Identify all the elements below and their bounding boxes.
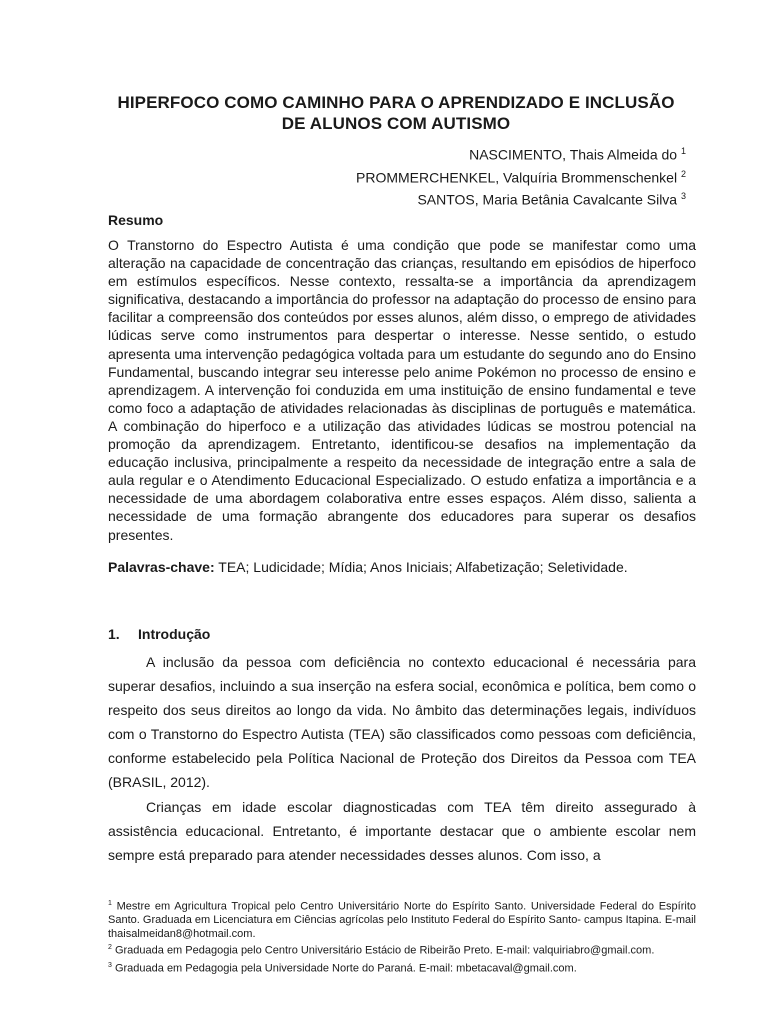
title-line-1: HIPERFOCO COMO CAMINHO PARA O APRENDIZADO E INCLUSÃO [117, 93, 675, 112]
abstract-heading: Resumo [108, 212, 164, 228]
keywords [108, 558, 708, 576]
author-footnote-mark: 1 [680, 146, 686, 156]
footnote-1 [108, 897, 696, 941]
author-name: SANTOS, Maria Betânia Cavalcante Silva [417, 191, 678, 208]
section-title: Introdução [138, 626, 211, 642]
footnote-text: Graduada em Pedagogia pela Universidade Norte do Paraná. E-mail: mbetacaval@gmail.com. [111, 962, 577, 975]
footnotes [108, 897, 696, 976]
keywords-label: Palavras-chave: [108, 559, 215, 575]
paper-title [96, 92, 696, 134]
title-line-2: DE ALUNOS COM AUTISMO [281, 114, 511, 133]
abstract-text: O Transtorno do Espectro Autista é uma condição que pode se manifestar como uma alteração na capacidade de concentração das crianças, resultando em episódios de hiperfoco em estímulos específicos. Nesse contexto, ressalta-se a importância da aprendizagem significativa, destacando a importância do professor na adaptação do processo de ensino para facilitar a compreensão dos conteúdos por esses alunos, além disso, o emprego de atividades lúdicas serve como instrumentos para despertar o interesse. Nesse sentido, o estudo apresenta uma intervenção pedagógica voltada para um estudante do segundo ano do Ensino Fundamental, buscando integrar seu interesse pelo anime Pokémon no processo de ensino e aprendizagem. A intervenção foi conduzida em uma instituição de ensino fundamental e teve como foco a adaptação de atividades relacionadas às disciplinas de português e matemática. A combinação do hiperfoco e a utilização das atividades lúdicas se mostrou potencial na promoção da aprendizagem. Entretanto, identificou-se desafios na implementação da educação inclusiva, principalmente a respeito da necessidade de integração entre a sala de aula regular e o Atendimento Educacional Especializado. O estudo enfatiza a importância e a necessidade de uma abordagem colaborativa entre esses espaços. Além disso, salienta a necessidade de uma formação abrangente dos educadores para superar os desafios presentes. [108, 237, 696, 543]
author-footnote-mark: 2 [680, 168, 686, 179]
introduction-heading [108, 626, 210, 643]
footnote-mark: 3 [108, 961, 112, 969]
keywords-text: TEA; Ludicidade; Mídia; Anos Iniciais; Alfabetização; Seletividade. [214, 559, 628, 575]
footnote-text: Mestre em Agricultura Tropical pelo Centro Universitário Norte do Espírito Santo. Universidade Federal do Espírito Santo. Graduada em Licenciatura em Ciências agrícolas pelo Instituto Federal do Espírito Santo- campus Itapina. E-mail thaisalmeidan8@hotmail.com. [108, 900, 696, 940]
author-name: PROMMERCHENKEL, Valquíria Brommenschenkel [356, 169, 678, 186]
intro-paragraph-2: Crianças em idade escolar diagnosticadas com TEA têm direito assegurado à assistência educacional. Entretanto, é importante destacar que o ambiente escolar nem sempre está preparado para atender necessidades desses alunos. Com isso, a [108, 799, 696, 864]
author-2 [356, 165, 686, 188]
footnote-mark: 1 [108, 900, 112, 907]
author-1 [356, 142, 686, 165]
footnote-3 [108, 959, 696, 976]
author-footnote-mark: 3 [680, 191, 686, 202]
author-list [356, 142, 686, 210]
footnote-2 [108, 941, 696, 958]
footnote-text: Graduada em Pedagogia pelo Centro Universitário Estácio de Ribeirão Preto. E-mail: valquiriabro@gmail.com. [111, 945, 655, 958]
intro-paragraph-1: A inclusão da pessoa com deficiência no contexto educacional é necessária para superar desafios, incluindo a sua inserção na esfera social, econômica e política, bem como o respeito dos seus direitos ao longo da vida. No âmbito das determinações legais, indivíduos com o Transtorno do Espectro Autista (TEA) são classificados como pessoas com deficiência, conforme estabelecido pela Política Nacional de Proteção dos Direitos da Pessoa com TEA (BRASIL, 2012). [108, 654, 696, 791]
author-3 [356, 187, 686, 210]
author-name: NASCIMENTO, Thais Almeida do [469, 146, 678, 163]
section-number: 1. [108, 626, 120, 642]
footnote-mark: 2 [108, 944, 112, 952]
